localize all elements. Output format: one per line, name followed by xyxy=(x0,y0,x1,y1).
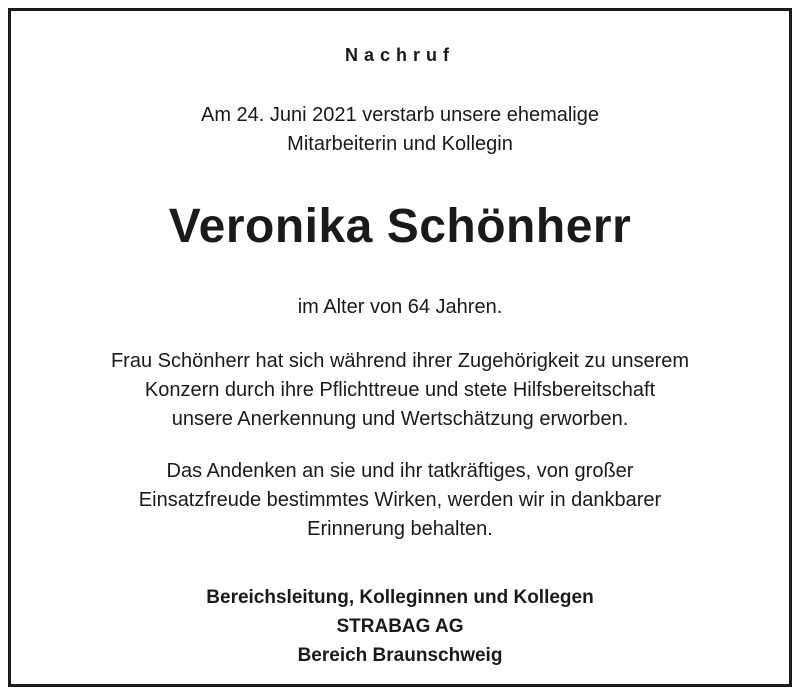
paragraph-line: unsere Anerkennung und Wertschätzung erworben. xyxy=(171,408,629,430)
paragraph-line: Das Andenken an sie und ihr tatkräftiges, von großer xyxy=(166,460,634,482)
deceased-name: Veronika Schönherr xyxy=(168,200,632,253)
age-line: im Alter von 64 Jahren. xyxy=(297,296,503,318)
signature-line: Bereichsleitung, Kolleginnen und Kollegen xyxy=(206,587,594,608)
signature-block xyxy=(11,583,789,670)
paragraph-line: Erinnerung behalten. xyxy=(307,518,493,540)
signature-line: Bereich Braunschweig xyxy=(297,645,503,666)
intro-line: Am 24. Juni 2021 verstarb unsere ehemalige xyxy=(200,104,599,126)
intro-text xyxy=(11,101,789,159)
paragraph-line: Einsatzfreude bestimmtes Wirken, werden wir in dankbarer xyxy=(138,489,662,511)
remembrance-paragraph xyxy=(11,457,789,544)
notice-heading: Nachruf xyxy=(344,45,455,65)
company-name: STRABAG AG xyxy=(336,616,464,637)
intro-line: Mitarbeiterin und Kollegin xyxy=(287,133,513,155)
paragraph-line: Konzern durch ihre Pflichttreue und stete Hilfsbereitschaft xyxy=(144,379,656,401)
obituary-frame xyxy=(8,8,792,687)
tribute-paragraph xyxy=(11,347,789,434)
paragraph-line: Frau Schönherr hat sich während ihrer Zugehörigkeit zu unserem xyxy=(110,350,690,372)
